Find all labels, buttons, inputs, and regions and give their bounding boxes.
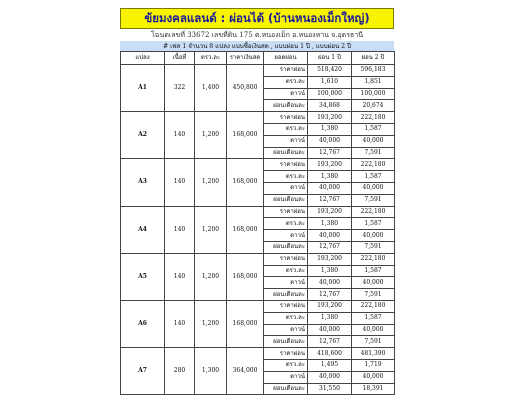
table-row — [121, 253, 395, 265]
row-label: ดาวน์ — [264, 88, 308, 100]
plot-cash-price: 168,000 — [227, 112, 264, 159]
plot-id: A1 — [121, 65, 165, 112]
row-label: ผ่อนเดือนละ — [264, 241, 308, 253]
one-year-value: 12,767 — [308, 147, 352, 159]
two-year-value: 1,587 — [352, 265, 395, 277]
header-installment: ยอดผ่อน — [264, 52, 308, 65]
plot-cash-price: 450,800 — [227, 65, 264, 112]
two-year-value: 40,000 — [352, 182, 395, 194]
two-year-value: 1,587 — [352, 312, 395, 324]
plot-area: 322 — [165, 65, 195, 112]
row-label: ดาวน์ — [264, 135, 308, 147]
header-plot: แปลง — [121, 52, 165, 65]
row-label: ตรว.ละ — [264, 312, 308, 324]
one-year-value: 34,868 — [308, 100, 352, 112]
sheet-title: ข้ยมงคลแลนด์ : ผ่อนได้ (บ้านหนองเม็กใหญ่) — [120, 8, 394, 29]
two-year-value: 40,000 — [352, 324, 395, 336]
plot-id: A4 — [121, 206, 165, 253]
two-year-value: 1,587 — [352, 123, 395, 135]
plot-id: A6 — [121, 300, 165, 347]
table-row — [121, 112, 395, 124]
two-year-value: 7,591 — [352, 289, 395, 301]
row-label: ผ่อนเดือนละ — [264, 336, 308, 348]
deed-info: โฉนดเลขที่ 33672 เลขที่ดิน 175 ต.หนองเม็ก อ.หนองหาน จ.อุดรธานี — [151, 30, 363, 39]
row-label: ราคาผ่อน — [264, 112, 308, 124]
one-year-value: 100,000 — [308, 88, 352, 100]
row-label: ตรว.ละ — [264, 76, 308, 88]
one-year-value: 1,380 — [308, 312, 352, 324]
two-year-value: 7,591 — [352, 194, 395, 206]
row-label: ราคาผ่อน — [264, 65, 308, 77]
one-year-value: 40,000 — [308, 135, 352, 147]
one-year-value: 193,200 — [308, 300, 352, 312]
row-label: ตรว.ละ — [264, 123, 308, 135]
plot-price-per-wa: 1,200 — [195, 206, 227, 253]
one-year-value: 193,200 — [308, 253, 352, 265]
two-year-value: 222,180 — [352, 112, 395, 124]
header-cash-price: ราคาเงินสด — [227, 52, 264, 65]
two-year-value: 222,180 — [352, 159, 395, 171]
row-label: ดาวน์ — [264, 277, 308, 289]
one-year-value: 518,420 — [308, 65, 352, 77]
one-year-value: 1,380 — [308, 265, 352, 277]
two-year-value: 7,591 — [352, 241, 395, 253]
row-label: ผ่อนเดือนละ — [264, 289, 308, 301]
table-row — [121, 206, 395, 218]
one-year-value: 12,767 — [308, 194, 352, 206]
one-year-value: 1,380 — [308, 171, 352, 183]
one-year-value: 40,000 — [308, 230, 352, 242]
row-label: ดาวน์ — [264, 182, 308, 194]
one-year-value: 12,767 — [308, 289, 352, 301]
plot-price-per-wa: 1,200 — [195, 112, 227, 159]
one-year-value: 193,200 — [308, 159, 352, 171]
price-sheet — [120, 8, 394, 395]
plot-area: 140 — [165, 300, 195, 347]
plot-price-per-wa: 1,200 — [195, 253, 227, 300]
table-row — [121, 65, 395, 77]
two-year-value: 222,180 — [352, 300, 395, 312]
row-label: ราคาผ่อน — [264, 159, 308, 171]
two-year-value: 18,391 — [352, 383, 395, 395]
plot-id: A2 — [121, 112, 165, 159]
plot-id: A7 — [121, 348, 165, 395]
plot-cash-price: 168,000 — [227, 253, 264, 300]
row-label: ราคาผ่อน — [264, 348, 308, 360]
price-table — [120, 51, 395, 395]
one-year-value: 1,380 — [308, 218, 352, 230]
one-year-value: 40,000 — [308, 182, 352, 194]
one-year-value: 1,610 — [308, 76, 352, 88]
header-two-year: ผ่อน 2 ปี — [352, 52, 395, 65]
one-year-value: 1,380 — [308, 123, 352, 135]
row-label: ตรว.ละ — [264, 359, 308, 371]
row-label: ผ่อนเดือนละ — [264, 100, 308, 112]
two-year-value: 20,674 — [352, 100, 395, 112]
plot-price-per-wa: 1,400 — [195, 65, 227, 112]
one-year-value: 418,600 — [308, 348, 352, 360]
row-label: ดาวน์ — [264, 230, 308, 242]
row-label: ดาวน์ — [264, 324, 308, 336]
one-year-value: 12,767 — [308, 241, 352, 253]
plot-area: 140 — [165, 159, 195, 206]
table-header-row — [121, 52, 395, 65]
two-year-value: 481,390 — [352, 348, 395, 360]
one-year-value: 40,000 — [308, 277, 352, 289]
row-label: ดาวน์ — [264, 371, 308, 383]
header-one-year: ผ่อน 1 ปี — [308, 52, 352, 65]
plot-price-per-wa: 1,200 — [195, 300, 227, 347]
two-year-value: 596,183 — [352, 65, 395, 77]
two-year-value: 1,851 — [352, 76, 395, 88]
one-year-value: 1,495 — [308, 359, 352, 371]
two-year-value: 7,591 — [352, 147, 395, 159]
plot-cash-price: 168,000 — [227, 300, 264, 347]
one-year-value: 12,767 — [308, 336, 352, 348]
two-year-value: 1,719 — [352, 359, 395, 371]
plot-price-per-wa: 1,300 — [195, 348, 227, 395]
phase-info: # เฟส 1 จำนวน 8 แปลง แบบซื้อเงินสด , แบบผ่อน 1 ปี , แบบผ่อน 2 ปี — [120, 41, 394, 51]
header-price-per-wa: ตรว.ละ — [195, 52, 227, 65]
plot-area: 140 — [165, 206, 195, 253]
table-row — [121, 348, 395, 360]
header-area: เนื้อที่ — [165, 52, 195, 65]
one-year-value: 40,000 — [308, 371, 352, 383]
plot-id: A5 — [121, 253, 165, 300]
plot-price-per-wa: 1,200 — [195, 159, 227, 206]
two-year-value: 1,587 — [352, 171, 395, 183]
plot-cash-price: 168,000 — [227, 159, 264, 206]
row-label: ราคาผ่อน — [264, 206, 308, 218]
two-year-value: 7,591 — [352, 336, 395, 348]
two-year-value: 40,000 — [352, 135, 395, 147]
row-label: ตรว.ละ — [264, 218, 308, 230]
row-label: ตรว.ละ — [264, 171, 308, 183]
plot-area: 140 — [165, 253, 195, 300]
two-year-value: 222,180 — [352, 206, 395, 218]
two-year-value: 1,587 — [352, 218, 395, 230]
row-label: ผ่อนเดือนละ — [264, 194, 308, 206]
table-row — [121, 159, 395, 171]
plot-id: A3 — [121, 159, 165, 206]
row-label: ราคาผ่อน — [264, 300, 308, 312]
one-year-value: 193,200 — [308, 206, 352, 218]
row-label: ผ่อนเดือนละ — [264, 147, 308, 159]
one-year-value: 193,200 — [308, 112, 352, 124]
plot-cash-price: 364,000 — [227, 348, 264, 395]
two-year-value: 40,000 — [352, 277, 395, 289]
plot-area: 280 — [165, 348, 195, 395]
plot-cash-price: 168,000 — [227, 206, 264, 253]
two-year-value: 40,000 — [352, 371, 395, 383]
row-label: ตรว.ละ — [264, 265, 308, 277]
row-label: ผ่อนเดือนละ — [264, 383, 308, 395]
row-label: ราคาผ่อน — [264, 253, 308, 265]
table-row — [121, 300, 395, 312]
one-year-value: 31,550 — [308, 383, 352, 395]
two-year-value: 100,000 — [352, 88, 395, 100]
plot-area: 140 — [165, 112, 195, 159]
two-year-value: 222,180 — [352, 253, 395, 265]
one-year-value: 40,000 — [308, 324, 352, 336]
two-year-value: 40,000 — [352, 230, 395, 242]
